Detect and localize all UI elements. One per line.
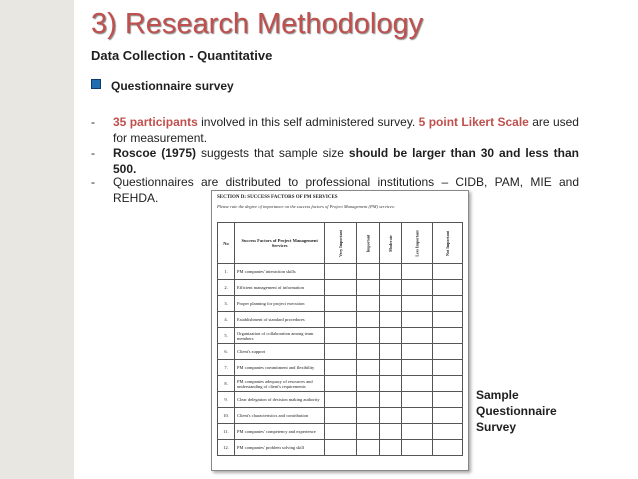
rating-cell bbox=[325, 344, 357, 360]
survey-row bbox=[218, 344, 463, 360]
rating-cell bbox=[433, 408, 463, 424]
row-factor: PM companies commitment and flexibility bbox=[235, 360, 325, 376]
rating-cell bbox=[433, 376, 463, 392]
rating-cell bbox=[433, 344, 463, 360]
rating-cell bbox=[401, 344, 432, 360]
rating-cell bbox=[433, 296, 463, 312]
rating-cell bbox=[379, 360, 401, 376]
survey-row bbox=[218, 328, 463, 344]
point-distribution: Questionnaires are distributed to professional institutions – CIDB, PAM, MIE and REHDA. bbox=[113, 175, 579, 205]
rating-cell bbox=[379, 328, 401, 344]
survey-row bbox=[218, 440, 463, 456]
scale-header: Moderate bbox=[379, 223, 401, 264]
slide-subtitle: Data Collection - Quantitative bbox=[91, 48, 273, 63]
row-factor: PM companies' problem solving skill bbox=[235, 440, 325, 456]
rating-cell bbox=[357, 376, 380, 392]
row-factor: Client's support bbox=[235, 344, 325, 360]
rating-cell bbox=[433, 312, 463, 328]
survey-header-row bbox=[218, 223, 463, 264]
rating-cell bbox=[325, 408, 357, 424]
scale-header: Less Important bbox=[401, 223, 432, 264]
row-factor: Establishment of standard procedures bbox=[235, 312, 325, 328]
rating-cell bbox=[357, 360, 380, 376]
rating-cell bbox=[357, 264, 380, 280]
rating-cell bbox=[433, 392, 463, 408]
row-number: 1. bbox=[218, 264, 235, 280]
rating-cell bbox=[401, 376, 432, 392]
rating-cell bbox=[325, 296, 357, 312]
row-number: 4. bbox=[218, 312, 235, 328]
row-factor: PM companies' interaction skills bbox=[235, 264, 325, 280]
rating-cell bbox=[401, 392, 432, 408]
row-factor: PM companies adequacy of resources and understanding of client's requirements bbox=[235, 376, 325, 392]
rating-cell bbox=[325, 376, 357, 392]
citation-roscoe: Roscoe (1975) bbox=[113, 146, 196, 160]
row-number: 11. bbox=[218, 424, 235, 440]
rating-cell bbox=[379, 392, 401, 408]
row-factor: Client's characteristics and contribution bbox=[235, 408, 325, 424]
rating-cell bbox=[433, 424, 463, 440]
rating-cell bbox=[401, 312, 432, 328]
rating-cell bbox=[325, 264, 357, 280]
rating-cell bbox=[325, 392, 357, 408]
row-number: 9. bbox=[218, 392, 235, 408]
square-bullet-icon bbox=[91, 79, 101, 89]
left-decorative-bar bbox=[0, 0, 76, 479]
rating-cell bbox=[357, 392, 380, 408]
rating-cell bbox=[379, 424, 401, 440]
row-factor: Clear delegation of decision making authority bbox=[235, 392, 325, 408]
rating-cell bbox=[401, 360, 432, 376]
bullet-questionnaire bbox=[91, 79, 234, 93]
sample-survey-image bbox=[211, 190, 469, 471]
row-factor: Proper planning for project execution bbox=[235, 296, 325, 312]
highlight-likert: 5 point Likert Scale bbox=[418, 115, 529, 129]
sample-caption: Sample Questionnaire Survey bbox=[476, 388, 557, 434]
point-participants: 35 participants involved in this self administered survey. 5 point Likert Scale are used for measurement. bbox=[113, 115, 579, 145]
rating-cell bbox=[357, 344, 380, 360]
scale-header: Important bbox=[357, 223, 380, 264]
survey-row bbox=[218, 280, 463, 296]
rating-cell bbox=[433, 264, 463, 280]
col-no-header: No bbox=[218, 223, 235, 264]
row-number: 8. bbox=[218, 376, 235, 392]
rating-cell bbox=[379, 440, 401, 456]
rating-cell bbox=[433, 360, 463, 376]
row-factor: Organization of collaboration among team members bbox=[235, 328, 325, 344]
row-number: 3. bbox=[218, 296, 235, 312]
rating-cell bbox=[357, 312, 380, 328]
survey-row bbox=[218, 408, 463, 424]
rating-cell bbox=[433, 328, 463, 344]
survey-table-body bbox=[218, 264, 463, 456]
rating-cell bbox=[379, 408, 401, 424]
survey-section-heading: SECTION D: SUCCESS FACTORS OF PM SERVICES bbox=[217, 195, 338, 200]
dash-marker: - bbox=[91, 115, 95, 129]
point-sample-size: Roscoe (1975) suggests that sample size should be larger than 30 and less than 500. bbox=[113, 146, 580, 176]
slide-title: 3) Research Methodology bbox=[91, 8, 424, 40]
rating-cell bbox=[325, 280, 357, 296]
rating-cell bbox=[401, 328, 432, 344]
left-bar-divider bbox=[74, 0, 76, 479]
rating-cell bbox=[401, 424, 432, 440]
survey-table bbox=[217, 222, 463, 456]
rating-cell bbox=[401, 280, 432, 296]
row-number: 2. bbox=[218, 280, 235, 296]
rating-cell bbox=[379, 280, 401, 296]
row-number: 12. bbox=[218, 440, 235, 456]
survey-row bbox=[218, 376, 463, 392]
rating-cell bbox=[401, 440, 432, 456]
row-factor: Efficient management of information bbox=[235, 280, 325, 296]
rating-cell bbox=[379, 344, 401, 360]
rating-cell bbox=[325, 424, 357, 440]
survey-row bbox=[218, 360, 463, 376]
rating-cell bbox=[357, 296, 380, 312]
row-number: 7. bbox=[218, 360, 235, 376]
survey-row bbox=[218, 264, 463, 280]
rating-cell bbox=[357, 408, 380, 424]
rating-cell bbox=[401, 408, 432, 424]
row-number: 10. bbox=[218, 408, 235, 424]
survey-row bbox=[218, 424, 463, 440]
row-factor: PM companies' competency and experience bbox=[235, 424, 325, 440]
survey-row bbox=[218, 296, 463, 312]
col-factor-header: Success Factors of Project Management Services bbox=[235, 223, 325, 264]
rating-cell bbox=[357, 440, 380, 456]
dash-marker: - bbox=[91, 146, 95, 160]
rating-cell bbox=[325, 440, 357, 456]
rating-cell bbox=[433, 440, 463, 456]
sample-size-range: should be larger than 30 and less than 500. bbox=[113, 146, 580, 176]
rating-cell bbox=[401, 296, 432, 312]
highlight-participants: 35 participants bbox=[113, 115, 198, 129]
rating-cell bbox=[433, 280, 463, 296]
row-number: 5. bbox=[218, 328, 235, 344]
rating-cell bbox=[379, 376, 401, 392]
scale-header: Not Important bbox=[433, 223, 463, 264]
rating-cell bbox=[379, 312, 401, 328]
rating-cell bbox=[401, 264, 432, 280]
survey-row bbox=[218, 392, 463, 408]
rating-cell bbox=[357, 328, 380, 344]
row-number: 6. bbox=[218, 344, 235, 360]
bullet-label: Questionnaire survey bbox=[111, 79, 234, 93]
rating-cell bbox=[357, 424, 380, 440]
rating-cell bbox=[325, 312, 357, 328]
dash-marker: - bbox=[91, 175, 95, 189]
rating-cell bbox=[325, 328, 357, 344]
rating-cell bbox=[357, 280, 380, 296]
scale-header: Very Important bbox=[325, 223, 357, 264]
rating-cell bbox=[379, 264, 401, 280]
survey-row bbox=[218, 312, 463, 328]
survey-instruction: Please rate the degree of importance on the success factors of Project Management (PM) services: bbox=[217, 204, 396, 209]
rating-cell bbox=[379, 296, 401, 312]
rating-cell bbox=[325, 360, 357, 376]
